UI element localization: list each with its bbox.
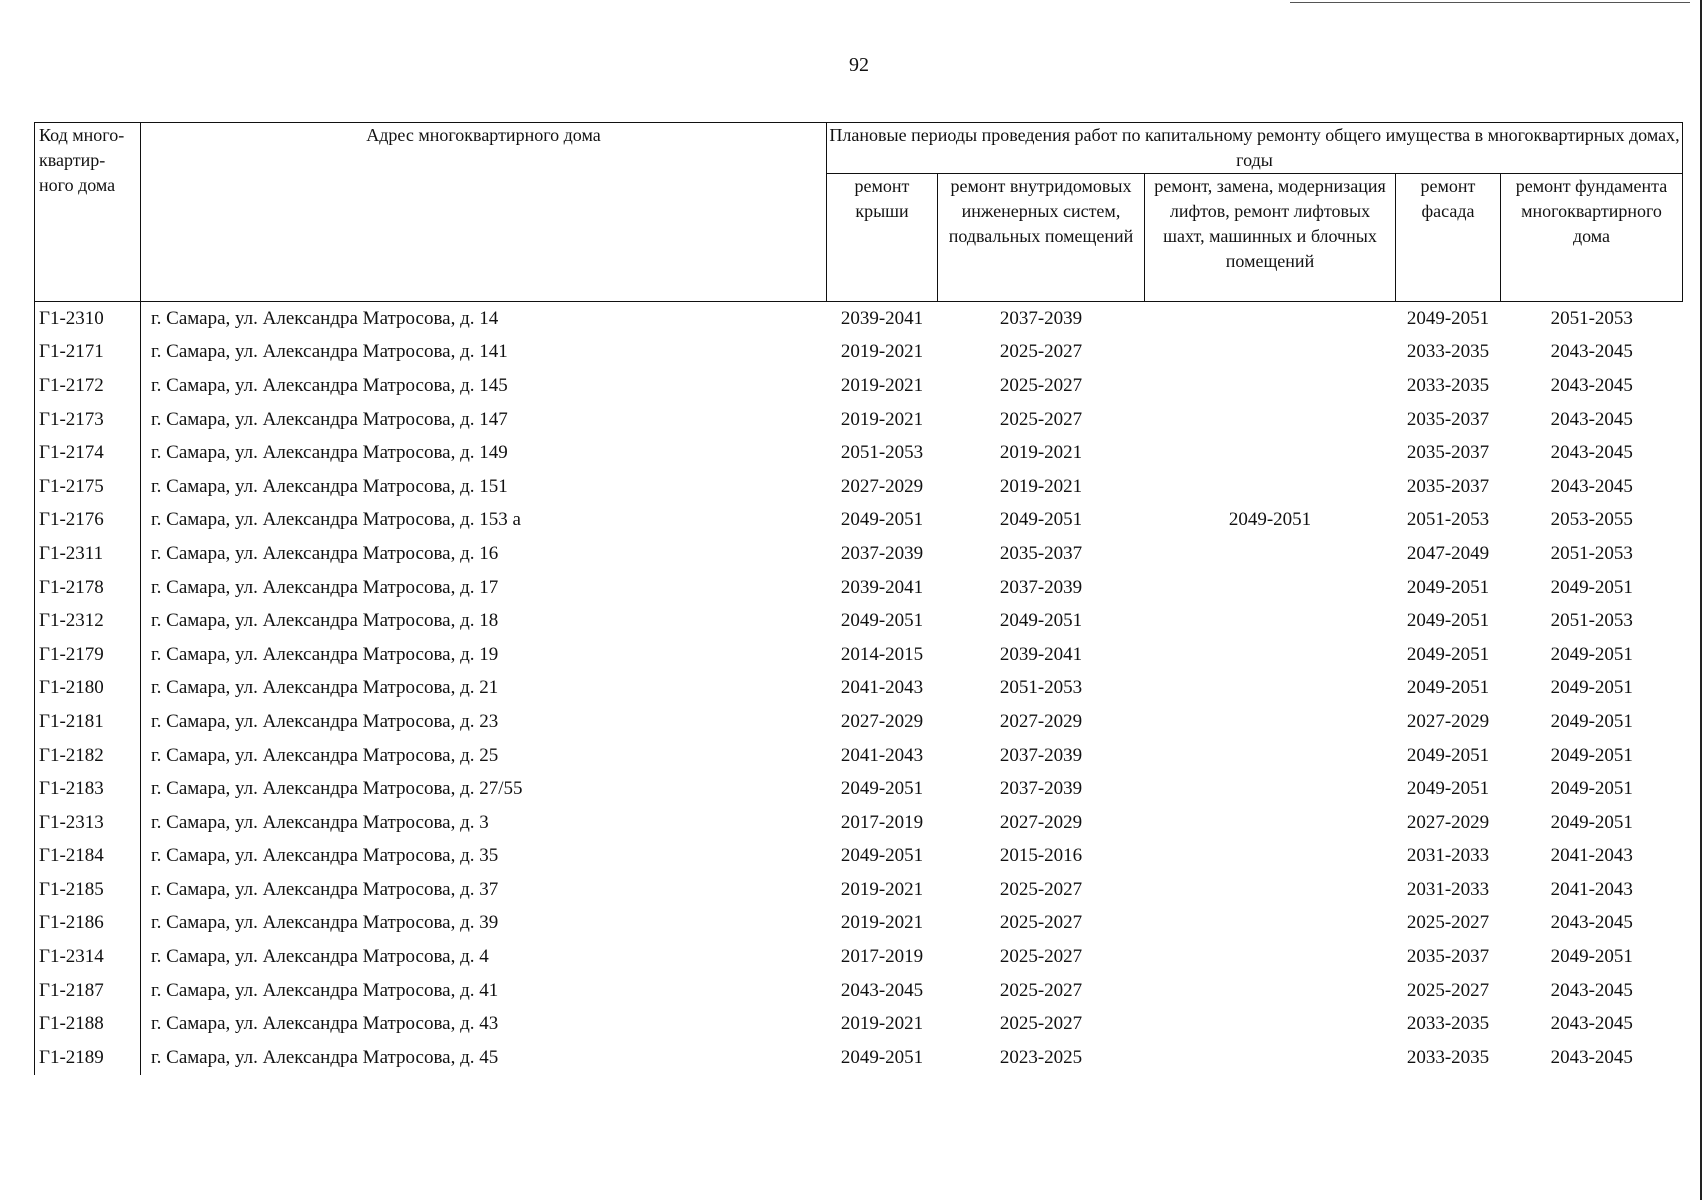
cell-code: Г1-2173	[35, 403, 141, 437]
page-edge	[1700, 0, 1702, 1200]
cell-address: г. Самара, ул. Александра Матросова, д. 39	[151, 912, 499, 934]
cell-elevators	[1145, 470, 1396, 504]
cell-facade: 2035-2037	[1406, 408, 1490, 430]
cell-elevators	[1145, 302, 1396, 336]
cell-elevators	[1145, 907, 1396, 941]
cell-facade: 2049-2051	[1406, 610, 1490, 632]
cell-foundation: 2049-2051	[1550, 710, 1633, 732]
cell-elevators	[1145, 1041, 1396, 1075]
cell-facade: 2051-2053	[1406, 509, 1490, 531]
cell-facade: 2035-2037	[1406, 946, 1490, 968]
cell-address: г. Самара, ул. Александра Матросова, д. 41	[151, 979, 499, 1001]
cell-foundation: 2041-2043	[1550, 845, 1633, 867]
cell-foundation: 2043-2045	[1550, 374, 1633, 396]
table-row	[35, 571, 1683, 605]
cell-foundation: 2043-2045	[1550, 408, 1633, 430]
table-row	[35, 705, 1683, 739]
cell-code: Г1-2186	[35, 907, 141, 941]
cell-foundation: 2043-2045	[1550, 1046, 1633, 1068]
cell-code: Г1-2181	[35, 705, 141, 739]
cell-facade: 2035-2037	[1406, 442, 1490, 464]
cell-elevators	[1145, 436, 1396, 470]
cell-facade: 2049-2051	[1406, 744, 1490, 766]
cell-facade: 2033-2035	[1406, 1046, 1490, 1068]
cell-code: Г1-2189	[35, 1041, 141, 1075]
cell-facade: 2033-2035	[1406, 1013, 1490, 1035]
cell-engineering: 2025-2027	[999, 1013, 1083, 1035]
cell-foundation: 2051-2053	[1550, 307, 1633, 329]
table-row	[35, 436, 1683, 470]
cell-address: г. Самара, ул. Александра Матросова, д. 145	[151, 374, 508, 396]
cell-roof: 2049-2051	[840, 509, 924, 531]
table-row	[35, 638, 1683, 672]
cell-address: г. Самара, ул. Александра Матросова, д. 153 а	[151, 509, 521, 531]
cell-code: Г1-2180	[35, 672, 141, 706]
cell-roof: 2049-2051	[840, 1046, 924, 1068]
cell-address: г. Самара, ул. Александра Матросова, д. 43	[151, 1013, 499, 1035]
cell-roof: 2041-2043	[840, 744, 924, 766]
cell-elevators	[1145, 1007, 1396, 1041]
cell-address: г. Самара, ул. Александра Матросова, д. 21	[151, 677, 499, 699]
table-row	[35, 504, 1683, 538]
cell-code: Г1-2178	[35, 571, 141, 605]
cell-code: Г1-2176	[35, 504, 141, 538]
header-engineering: ремонт внутридомовых инженерных систем, подвальных помещений	[938, 174, 1145, 302]
cell-address: г. Самара, ул. Александра Матросова, д. 25	[151, 744, 499, 766]
cell-foundation: 2049-2051	[1550, 576, 1633, 598]
table-row	[35, 974, 1683, 1008]
table-header	[35, 123, 1683, 302]
header-code: Код много-квартир-ного дома	[35, 123, 141, 302]
cell-roof: 2039-2041	[840, 576, 924, 598]
table-row	[35, 336, 1683, 370]
cell-roof: 2037-2039	[840, 542, 924, 564]
cell-roof: 2019-2021	[840, 878, 924, 900]
cell-elevators	[1145, 571, 1396, 605]
cell-code: Г1-2311	[35, 537, 141, 571]
cell-engineering: 2015-2016	[999, 845, 1083, 867]
cell-elevators	[1145, 537, 1396, 571]
cell-roof: 2027-2029	[840, 710, 924, 732]
cell-elevators	[1145, 873, 1396, 907]
table-row	[35, 470, 1683, 504]
cell-code: Г1-2179	[35, 638, 141, 672]
cell-address: г. Самара, ул. Александра Матросова, д. 27/55	[151, 778, 523, 800]
table-row	[35, 302, 1683, 336]
cell-elevators	[1145, 705, 1396, 739]
cell-engineering: 2049-2051	[999, 509, 1083, 531]
cell-facade: 2049-2051	[1406, 307, 1490, 329]
cell-roof: 2049-2051	[840, 778, 924, 800]
cell-roof: 2039-2041	[840, 307, 924, 329]
cell-address: г. Самара, ул. Александра Матросова, д. 147	[151, 408, 508, 430]
cell-foundation: 2049-2051	[1550, 811, 1633, 833]
cell-roof: 2027-2029	[840, 475, 924, 497]
cell-code: Г1-2188	[35, 1007, 141, 1041]
cell-foundation: 2049-2051	[1550, 643, 1633, 665]
cell-foundation: 2043-2045	[1550, 912, 1633, 934]
cell-roof: 2017-2019	[840, 946, 924, 968]
table-row	[35, 806, 1683, 840]
cell-facade: 2047-2049	[1406, 542, 1490, 564]
cell-address: г. Самара, ул. Александра Матросова, д. 151	[151, 475, 508, 497]
cell-code: Г1-2175	[35, 470, 141, 504]
cell-engineering: 2049-2051	[999, 610, 1083, 632]
cell-roof: 2019-2021	[840, 408, 924, 430]
cell-foundation: 2043-2045	[1550, 341, 1633, 363]
cell-code: Г1-2171	[35, 336, 141, 370]
cell-address: г. Самара, ул. Александра Матросова, д. 141	[151, 341, 508, 363]
cell-code: Г1-2312	[35, 604, 141, 638]
cell-engineering: 2019-2021	[999, 442, 1083, 464]
cell-engineering: 2019-2021	[999, 475, 1083, 497]
cell-roof: 2019-2021	[840, 912, 924, 934]
cell-roof: 2049-2051	[840, 610, 924, 632]
cell-engineering: 2037-2039	[999, 778, 1083, 800]
cell-elevators	[1145, 840, 1396, 874]
cell-address: г. Самара, ул. Александра Матросова, д. 45	[151, 1046, 499, 1068]
cell-address: г. Самара, ул. Александра Матросова, д. 19	[151, 643, 499, 665]
header-roof: ремонт крыши	[827, 174, 938, 302]
table-row	[35, 907, 1683, 941]
cell-engineering: 2025-2027	[999, 408, 1083, 430]
cell-engineering: 2051-2053	[999, 677, 1083, 699]
cell-facade: 2027-2029	[1406, 811, 1490, 833]
table-row	[35, 772, 1683, 806]
cell-address: г. Самара, ул. Александра Матросова, д. 4	[151, 946, 489, 968]
cell-engineering: 2025-2027	[999, 374, 1083, 396]
table-row	[35, 1007, 1683, 1041]
cell-elevators	[1145, 604, 1396, 638]
cell-elevators	[1145, 772, 1396, 806]
table-row	[35, 537, 1683, 571]
cell-address: г. Самара, ул. Александра Матросова, д. 37	[151, 878, 499, 900]
cell-roof: 2019-2021	[840, 341, 924, 363]
table-row	[35, 940, 1683, 974]
cell-engineering: 2025-2027	[999, 946, 1083, 968]
cell-facade: 2027-2029	[1406, 710, 1490, 732]
cell-roof: 2019-2021	[840, 374, 924, 396]
cell-facade: 2031-2033	[1406, 845, 1490, 867]
cell-address: г. Самара, ул. Александра Матросова, д. 35	[151, 845, 499, 867]
cell-roof: 2017-2019	[840, 811, 924, 833]
cell-foundation: 2043-2045	[1550, 475, 1633, 497]
cell-facade: 2035-2037	[1406, 475, 1490, 497]
cell-address: г. Самара, ул. Александра Матросова, д. 149	[151, 442, 508, 464]
cell-address: г. Самара, ул. Александра Матросова, д. 17	[151, 576, 499, 598]
cell-code: Г1-2185	[35, 873, 141, 907]
cell-elevators	[1145, 940, 1396, 974]
cell-engineering: 2025-2027	[999, 878, 1083, 900]
table-row	[35, 840, 1683, 874]
cell-foundation: 2043-2045	[1550, 979, 1633, 1001]
cell-address: г. Самара, ул. Александра Матросова, д. 14	[151, 307, 499, 329]
table-body	[35, 302, 1683, 1075]
cell-engineering: 2035-2037	[999, 542, 1083, 564]
cell-elevators	[1145, 369, 1396, 403]
cell-code: Г1-2174	[35, 436, 141, 470]
cell-code: Г1-2313	[35, 806, 141, 840]
cell-engineering: 2025-2027	[999, 341, 1083, 363]
cell-foundation: 2049-2051	[1550, 677, 1633, 699]
table-row	[35, 873, 1683, 907]
cell-address: г. Самара, ул. Александра Матросова, д. 3	[151, 811, 489, 833]
header-foundation: ремонт фундамента многоквартирного дома	[1501, 174, 1683, 302]
cell-elevators	[1145, 336, 1396, 370]
cell-facade: 2025-2027	[1406, 979, 1490, 1001]
cell-roof: 2043-2045	[840, 979, 924, 1001]
capital-repair-table	[34, 122, 1683, 1075]
cell-facade: 2025-2027	[1406, 912, 1490, 934]
cell-facade: 2033-2035	[1406, 341, 1490, 363]
cell-code: Г1-2314	[35, 940, 141, 974]
cell-code: Г1-2184	[35, 840, 141, 874]
table-row	[35, 1041, 1683, 1075]
cell-roof: 2049-2051	[840, 845, 924, 867]
cell-code: Г1-2183	[35, 772, 141, 806]
cell-address: г. Самара, ул. Александра Матросова, д. 16	[151, 542, 499, 564]
table-row	[35, 403, 1683, 437]
cell-foundation: 2049-2051	[1550, 744, 1633, 766]
cell-facade: 2049-2051	[1406, 677, 1490, 699]
cell-facade: 2049-2051	[1406, 643, 1490, 665]
cell-facade: 2049-2051	[1406, 576, 1490, 598]
cell-engineering: 2025-2027	[999, 979, 1083, 1001]
cell-foundation: 2051-2053	[1550, 610, 1633, 632]
cell-elevators	[1145, 739, 1396, 773]
cell-elevators	[1145, 638, 1396, 672]
cell-code: Г1-2187	[35, 974, 141, 1008]
cell-roof: 2014-2015	[840, 643, 924, 665]
cell-facade: 2049-2051	[1406, 778, 1490, 800]
cell-roof: 2041-2043	[840, 677, 924, 699]
table-row	[35, 369, 1683, 403]
cell-engineering: 2027-2029	[999, 710, 1083, 732]
cell-facade: 2033-2035	[1406, 374, 1490, 396]
cell-foundation: 2043-2045	[1550, 1013, 1633, 1035]
cell-elevators	[1145, 403, 1396, 437]
cell-foundation: 2053-2055	[1550, 509, 1633, 531]
cell-elevators	[1145, 672, 1396, 706]
cell-foundation: 2051-2053	[1550, 542, 1633, 564]
header-periods: Плановые периоды проведения работ по капитальному ремонту общего имущества в многоквартирных домах, годы	[827, 123, 1683, 174]
scan-artifact-line	[1290, 2, 1690, 3]
cell-engineering: 2037-2039	[999, 576, 1083, 598]
header-elevators: ремонт, замена, модернизация лифтов, ремонт лифтовых шахт, машинных и блочных помещений	[1145, 174, 1396, 302]
cell-engineering: 2023-2025	[999, 1046, 1083, 1068]
cell-code: Г1-2310	[35, 302, 141, 336]
cell-code: Г1-2182	[35, 739, 141, 773]
cell-foundation: 2043-2045	[1550, 442, 1633, 464]
header-address: Адрес многоквартирного дома	[141, 123, 827, 302]
cell-address: г. Самара, ул. Александра Матросова, д. 23	[151, 710, 499, 732]
cell-engineering: 2025-2027	[999, 912, 1083, 934]
cell-foundation: 2049-2051	[1550, 946, 1633, 968]
cell-facade: 2031-2033	[1406, 878, 1490, 900]
cell-engineering: 2039-2041	[999, 643, 1083, 665]
table-row	[35, 604, 1683, 638]
cell-foundation: 2049-2051	[1550, 778, 1633, 800]
header-facade: ремонт фасада	[1396, 174, 1501, 302]
cell-elevators	[1145, 806, 1396, 840]
cell-engineering: 2027-2029	[999, 811, 1083, 833]
cell-roof: 2051-2053	[840, 442, 924, 464]
cell-engineering: 2037-2039	[999, 744, 1083, 766]
cell-roof: 2019-2021	[840, 1013, 924, 1035]
table-row	[35, 672, 1683, 706]
cell-code: Г1-2172	[35, 369, 141, 403]
cell-elevators: 2049-2051	[1228, 509, 1312, 531]
cell-address: г. Самара, ул. Александра Матросова, д. 18	[151, 610, 499, 632]
cell-elevators	[1145, 974, 1396, 1008]
page-number: 92	[849, 54, 869, 76]
cell-engineering: 2037-2039	[999, 307, 1083, 329]
cell-foundation: 2041-2043	[1550, 878, 1633, 900]
table-row	[35, 739, 1683, 773]
